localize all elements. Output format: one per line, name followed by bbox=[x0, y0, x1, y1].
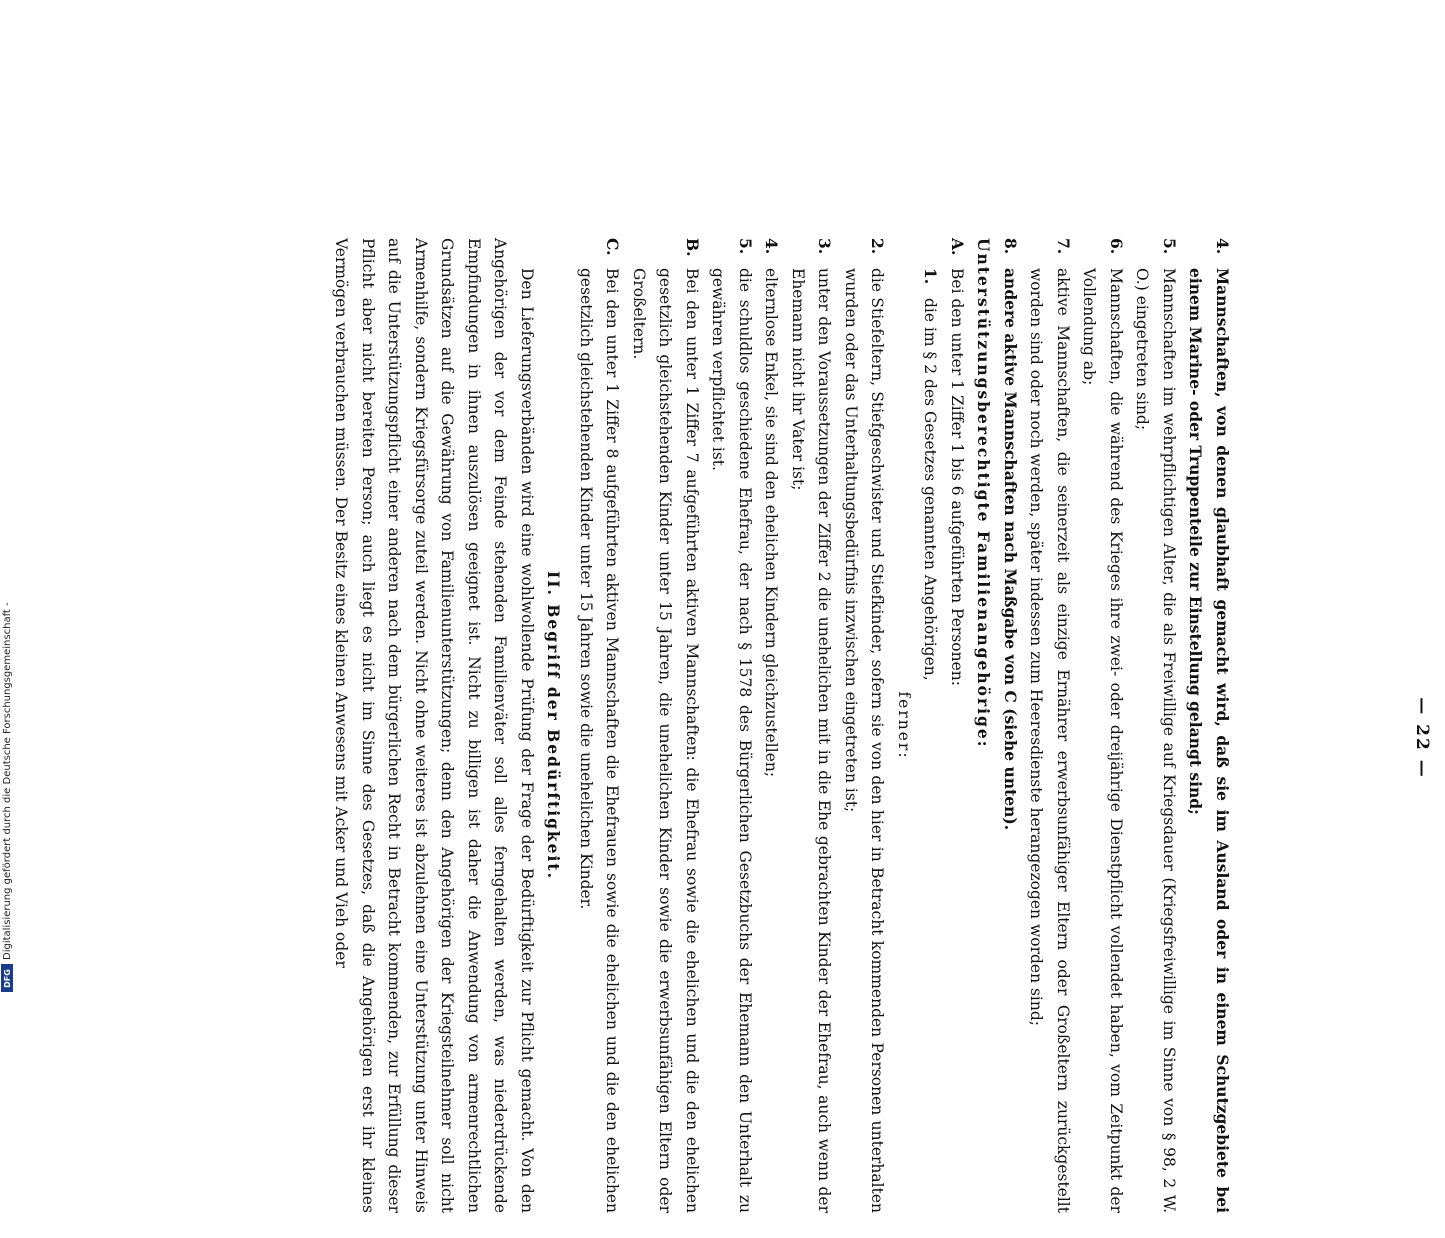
section-a-item-2 bbox=[838, 238, 891, 1213]
item-number: 1. bbox=[921, 268, 941, 285]
section-c-text: Bei den unter 1 Ziffer 8 aufgeführten aktiven Mannschaften die Ehefrauen sowie die ehelichen und die den ehelichen gesetzlich gleichstehenden Kinder unter 15 Jahren sowie die unehelichen Kinder. bbox=[577, 268, 622, 1213]
section-c-label: C. bbox=[603, 238, 623, 256]
section-a-item-1 bbox=[917, 238, 944, 1213]
section-a-item-5 bbox=[705, 238, 758, 1213]
ferner-label: ferner: bbox=[895, 691, 913, 760]
item-text: unter den Voraussetzungen der Ziffer 2 die unehelichen mit in die Ehe gebrachten Kinder der Ehefrau, auch wenn der Ehemann nicht ihr Vater ist; bbox=[789, 268, 834, 1213]
section-a bbox=[944, 238, 971, 1213]
credit-text: Digitalisierung gefördert durch die Deutsche Forschungsgemeinschaft - bbox=[2, 602, 13, 960]
page-body bbox=[328, 238, 1432, 1213]
page-number: — 22 — bbox=[1412, 697, 1432, 779]
section-c bbox=[573, 238, 626, 1213]
item-number: 4. bbox=[1213, 238, 1232, 255]
beneficiaries-heading: Unterstützungsberechtigte Familienangehörige: bbox=[974, 238, 994, 749]
section-a-label: A. bbox=[948, 238, 967, 256]
list-item-7 bbox=[1023, 238, 1076, 1213]
item-text: die im § 2 des Gesetzes genannten Angehörigen, bbox=[921, 298, 940, 681]
item-number: 5. bbox=[1160, 238, 1179, 255]
item-text: aktive Mannschaften, die seinerzeit als einzige Ernährer erwerbsunfähiger Eltern oder Großeltern zurückgestellt worden sind oder noch werden, später indessen zum Heeresdienste herangezogen worden sind; bbox=[1027, 268, 1072, 1213]
list-item-6 bbox=[1076, 238, 1129, 1213]
section-b bbox=[626, 238, 706, 1213]
section-a-item-4 bbox=[758, 238, 785, 1213]
item-text: Mannschaften im wehrpflichtigen Alter, die als Freiwillige auf Kriegsdauer (Kriegsfreiwillige im Sinne von § 98, 2 W. O.) eingetreten sind; bbox=[1133, 268, 1178, 1213]
dfg-logo bbox=[1, 964, 13, 992]
list-item-8 bbox=[997, 238, 1024, 1213]
item-text: Mannschaften, von denen glaubhaft gemacht wird, daß sie im Ausland oder in einem Schutzgebiete bei einem Marine- oder Truppenteile zur Einstellung gelangt sind; bbox=[1186, 268, 1232, 1213]
section-b-text: Bei den unter 1 Ziffer 7 aufgeführten aktiven Mannschaften: die Ehefrau sowie die ehelichen und die den ehelichen gesetzlich gleichstehenden Kinder unter 15 Jahren, die unehelichen Kinder sowie die erwerbsunfähigen Eltern oder Großeltern. bbox=[630, 268, 701, 1213]
section-a-text: Bei den unter 1 Ziffer 1 bis 6 aufgeführten Personen: bbox=[948, 268, 966, 686]
item-text: elternlose Enkel, sie sind den ehelichen Kindern gleichzustellen; bbox=[762, 268, 781, 778]
item-text: Mannschaften, die während des Krieges ihre zwei- oder dreijährige Dienstpflicht vollendet haben, vom Zeitpunkt der Vollendung ab; bbox=[1080, 268, 1125, 1213]
item-number: 4. bbox=[762, 238, 782, 255]
section-b-label: B. bbox=[683, 238, 702, 257]
item-number: 3. bbox=[815, 238, 835, 255]
digitization-credit bbox=[0, 0, 14, 1000]
item-number: 8. bbox=[1001, 238, 1020, 255]
item-number: 7. bbox=[1054, 238, 1073, 255]
list-item-4 bbox=[1182, 238, 1235, 1213]
section-ii-heading: II. Begriff der Bedürftigkeit. bbox=[544, 571, 564, 880]
item-number: 6. bbox=[1107, 238, 1126, 255]
list-item-5 bbox=[1129, 238, 1182, 1213]
item-number: 5. bbox=[736, 238, 755, 255]
item-text: andere aktive Mannschaften nach Maßgabe von C (siehe unten). bbox=[1001, 268, 1020, 831]
item-text: die schuldlos geschiedene Ehefrau, der nach § 1578 des Bürgerlichen Gesetzbuchs der Ehemann den Unterhalt zu gewähren verpflichtet ist. bbox=[709, 268, 754, 1213]
item-number: 2. bbox=[868, 238, 888, 255]
item-text: die Stiefeltern, Stiefgeschwister und Stiefkinder, sofern sie von den hier in Betracht kommenden Personen unterhalten wurden oder das Unterhaltungsbedürfnis inzwischen eingetreten ist; bbox=[842, 268, 887, 1213]
section-ii-paragraph: Den Lieferungsverbänden wird eine wohlwollende Prüfung der Frage der Bedürftigkeit zur Pflicht gemacht. Von den Angehörigen der vor dem Feinde stehenden Familienväter soll alles ferngehalten werden, was niederdrückende Empfindungen in ihnen auszulösen geeignet ist. Nicht zu billigen ist daher die Anwendung von armenrechtlichen Grundsätzen auf die Gewährung von Familienunterstützungen; denn den Angehörigen der Kriegsteilnehmer soll nicht Armenhilfe, sondern Kriegsfürsorge zuteil werden. Nicht ohne weiteres ist abzulehnen eine Unterstützung unter Hinweis auf die Unterstützungspflicht einer anderen nach dem bürgerlichen Recht in Betracht kommenden, zur Erfüllung dieser Pflicht aber nicht bereiten Person; auch liegt es nicht im Sinne des Gesetzes, daß die Angehörigen erst ihr kleines Vermögen verbrauchen müssen. Der Besitz eines kleinen Anwesens mit Acker und Vieh oder bbox=[332, 238, 536, 1213]
section-a-item-3 bbox=[785, 238, 838, 1213]
document-page bbox=[145, 238, 1432, 1238]
dfg-logo-text: DFG bbox=[2, 968, 12, 988]
